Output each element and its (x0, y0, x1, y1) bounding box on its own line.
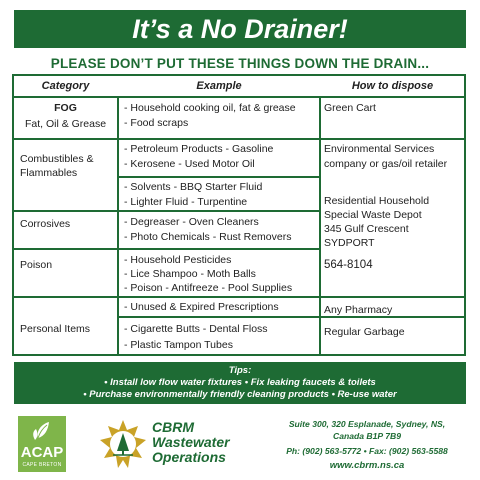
header-divider (14, 96, 464, 98)
row-divider-combustibles (14, 210, 321, 212)
contact-block (262, 418, 472, 472)
example-item: - Degreaser - Oven Cleaners (124, 216, 259, 228)
tips-line: • Install low flow water fixtures • Fix leaking faucets & toilets (104, 377, 376, 388)
examples-combustibles-a (124, 142, 273, 171)
depot-line: Special Waste Depot (324, 209, 422, 221)
header-example: Example (196, 80, 242, 92)
cbrm-line: Operations (152, 449, 226, 465)
example-item: - Lice Shampoo - Moth Balls (124, 268, 256, 280)
leaf-icon (18, 416, 66, 446)
poster-subtitle: PLEASE DON’T PUT THESE THINGS DOWN THE DRAIN... (50, 56, 430, 71)
category-fog (14, 101, 117, 131)
category-poison: Poison (20, 259, 53, 271)
depot-line: 345 Gulf Crescent (324, 223, 409, 235)
example-item: - Solvents - BBQ Starter Fluid (124, 181, 263, 193)
cbrm-crest-icon (98, 418, 148, 470)
dispose-prescriptions: Any Pharmacy (324, 304, 393, 316)
depot-line: SYDPORT (324, 237, 375, 249)
example-item: - Household Pesticides (124, 254, 232, 266)
category-combustibles-line1: Combustibles & (20, 153, 94, 165)
examples-personal-items (124, 322, 268, 352)
address-line: Canada B1P 7B9 (333, 431, 401, 441)
example-prescriptions: - Unused & Expired Prescriptions (124, 301, 279, 313)
dispose-fog: Green Cart (324, 102, 376, 114)
examples-fog (124, 101, 296, 130)
header-how-to-dispose: How to dispose (351, 80, 434, 92)
dispose-waste-depot (324, 194, 429, 272)
dispose-line: Environmental Services (324, 143, 435, 155)
examples-corrosives (124, 215, 291, 244)
row-divider-corrosives (14, 248, 321, 250)
acap-word: ACAP (20, 444, 64, 461)
example-item: - Cigarette Butts - Dental Floss (124, 323, 268, 335)
dispose-line: company or gas/oil retailer (324, 158, 448, 170)
row-divider-fog (14, 138, 464, 140)
examples-combustibles-b (124, 180, 262, 209)
cbrm-wordmark (152, 420, 230, 465)
category-fog-title: FOG (54, 102, 77, 114)
address-line: Suite 300, 320 Esplanade, Sydney, NS, (288, 419, 446, 429)
example-item: - Plastic Tampon Tubes (124, 339, 233, 351)
row-divider-poison (14, 296, 464, 298)
depot-line: Residential Household (324, 195, 430, 207)
depot-phone: 564-8104 (324, 259, 373, 271)
header-category: Category (41, 80, 90, 92)
tips-heading: Tips: (228, 365, 252, 376)
footer (0, 412, 480, 480)
acap-logo (18, 416, 66, 472)
phone-fax: Ph: (902) 563-5772 • Fax: (902) 563-5588 (286, 446, 448, 456)
example-item: - Photo Chemicals - Rust Removers (124, 231, 292, 243)
disposal-table (12, 74, 466, 356)
acap-subtext: CAPE BRETON (22, 462, 62, 468)
dispose-combustibles (324, 142, 447, 171)
website-link[interactable]: www.cbrm.ns.ca (329, 460, 405, 471)
example-item: - Poison - Antifreeze - Pool Supplies (124, 282, 293, 294)
row-divider-prescriptions (117, 316, 464, 318)
example-item: - Lighter Fluid - Turpentine (124, 196, 248, 208)
dispose-personal-items: Regular Garbage (324, 326, 405, 338)
example-item: - Household cooking oil, fat & grease (124, 102, 296, 114)
example-item: - Kerosene - Used Motor Oil (124, 158, 255, 170)
category-corrosives: Corrosives (20, 218, 71, 230)
category-personal-items: Personal Items (20, 323, 91, 335)
row-divider-combustibles-a (117, 176, 321, 178)
cbrm-line: CBRM (152, 419, 194, 435)
tips-line: • Purchase environmentally friendly cleaning products • Re-use water (83, 389, 397, 400)
examples-poison (124, 253, 292, 295)
category-fog-subtitle: Fat, Oil & Grease (24, 118, 107, 130)
example-item: - Food scraps (124, 117, 189, 129)
poster-title: It’s a No Drainer! (14, 10, 466, 48)
tips-banner (14, 362, 466, 404)
example-item: - Petroleum Products - Gasoline (124, 143, 274, 155)
category-combustibles (20, 152, 94, 180)
category-combustibles-line2: Flammables (20, 167, 78, 179)
cbrm-line: Wastewater (152, 434, 230, 450)
